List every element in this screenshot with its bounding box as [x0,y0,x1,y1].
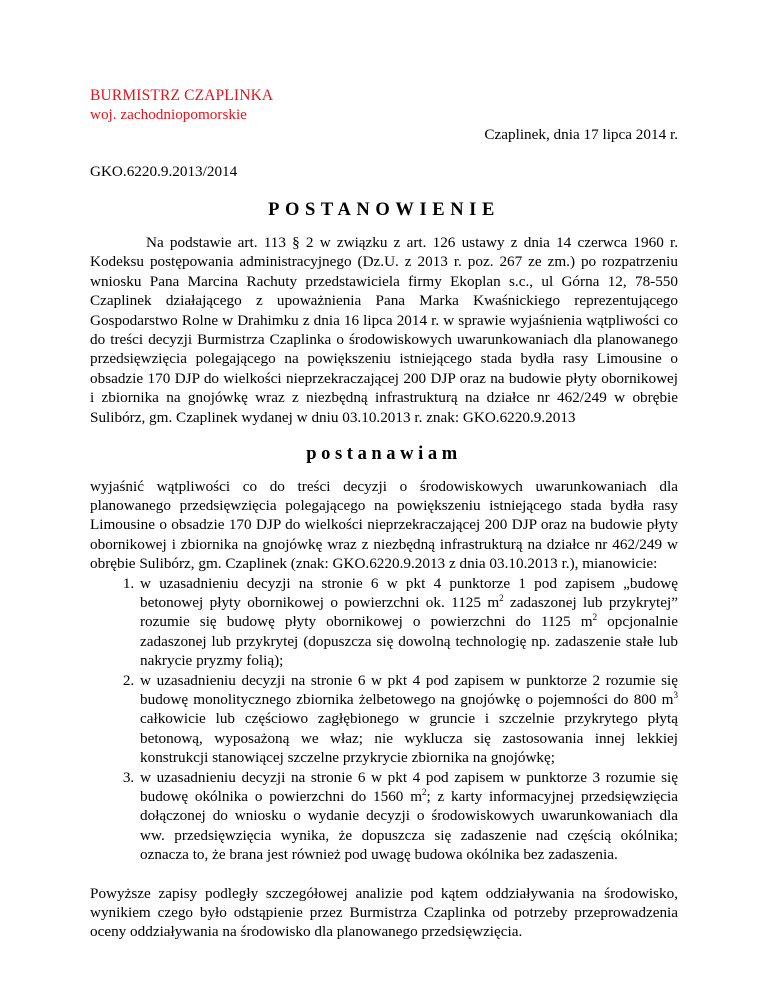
document-title: POSTANOWIENIE [268,199,500,220]
point-1-text-c: opcjonalnie zadaszonej lub przykrytej (dopuszcza się dowolną technologię np. zadaszenie stałe lub nakrycie pryzmy folią); [140,613,678,670]
point-1-superscript-1: 2 [499,592,504,603]
point-1-text-b: zadaszonej lub przykrytej” rozumie się budowę płyty obornikowej o powierzchni do 1125 m [140,593,678,631]
point-1-superscript-2: 2 [592,612,598,623]
list-item-point-3 [138,768,678,865]
intro-paragraph: Na podstawie art. 113 § 2 w związku z art. 126 ustawy z dnia 14 czerwca 1960 r. Kodeksu postępowania administracyjnego (Dz.U. z 2013 r. poz. 267 ze zm.) po rozpatrzeniu wniosku Pana Marcina Rachuty przedstawiciela firmy Ekoplan s.c., ul Górna 12, 78-550 Czaplinek działającego z upoważnienia Pana Marka Kwaśnickiego reprezentującego Gospodarstwo Rolne w Drahimku z dnia 16 lipca 2014 r. w sprawie wyjaśnienia wątpliwości co do treści decyzji Burmistrza Czaplinka o środowiskowych uwarunkowaniach dla planowanego przedsięwzięcia polegającego na powiększeniu istniejącego stada bydła rasy Limousine o obsadzie 170 DJP do wielkości nieprzekraczającej 200 DJP oraz na budowie płyty obornikowej i zbiornika na gnojówkę wraz z niezbędną infrastrukturą na działce nr 462/249 w obrębie Sulibórz, gm. Czaplinek wydanej w dniu 03.10.2013 r. znak: GKO.6220.9.2013 [90,234,678,426]
decision-heading: postanawiam [306,444,462,465]
point-3-text-b: ; z karty informacyjnej przedsięwzięcia dołączonej do wniosku o wydanie decyzji o środowiskowych uwarunkowaniach dla ww. przedsięwzięcia wynika, że dopuszcza się zadaszenie nad częścią okólnika; oznacza to, że brana jest również pod uwagę budowa okólnika bez zadaszenia. [140,788,678,864]
decision-paragraph: wyjaśnić wątpliwości co do treści decyzji o środowiskowych uwarunkowaniach dla planowanego przedsięwzięcia polegającego na powiększeniu istniejącego stada bydła rasy Limousine o obsadzie 170 DJP do wielkości nieprzekraczającej 200 DJP oraz na budowie płyty obornikowej i zbiornika na gnojówkę wraz z niezbędną infrastrukturą na działce nr 462/249 w obrębie Sulibórz, gm. Czaplinek (znak: GKO.6220.9.2013 z dnia 03.10.2013 r.), mianowicie: [90,477,678,573]
document-page [90,86,678,942]
list-item-point-1 [138,574,678,671]
list-item-point-2 [138,671,678,768]
case-signature: GKO.6220.9.2013/2014 [90,163,238,181]
authority-region: woj. zachodniopomorskie [90,106,247,124]
point-2-text-a: w uzasadnieniu decyzji na stronie 6 w pkt 4 pod zapisem w punktorze 2 rozumie się budowę monolitycznego zbiornika żelbetowego na gnojówkę o pojemności do 800 m [140,671,678,708]
place-and-date: Czaplinek, dnia 17 lipca 2014 r. [484,125,678,143]
point-2-superscript-1: 3 [673,689,678,700]
point-3-text-a: w uzasadnieniu decyzji na stronie 6 w pkt 4 pod zapisem w punktorze 3 rozumie się budowę okólnika o powierzchni do 1560 m [140,768,678,805]
closing-paragraph: Powyższe zapisy podległy szczegółowej analizie pod kątem oddziaływania na środowisko, wynikiem czego było odstąpienie przez Burmistrza Czaplinka od potrzeby przeprowadzenia oceny oddziaływania na środowisko dla planowanego przedsięwzięcia. [90,884,678,941]
point-2-text-b: całkowicie lub częściowo zagłębionego w gruncie i szczelnie przykrytego płytą betonową, wyposażoną we właz; nie wyklucza się zastosowania innej lekkiej konstrukcji stanowiącej szczelne przykrycie zbiornika na gnojówkę; [140,710,678,767]
point-1-text-a: w uzasadnieniu decyzji na stronie 6 w pkt 4 punktorze 1 pod zapisem „budowę betonowej płyty obornikowej o powierzchni ok. 1125 m [140,574,678,611]
authority-header [90,86,678,125]
point-3-superscript-1: 2 [422,787,427,797]
decision-points-list [90,574,678,865]
authority-name: BURMISTRZ CZAPLINKA [90,87,274,104]
